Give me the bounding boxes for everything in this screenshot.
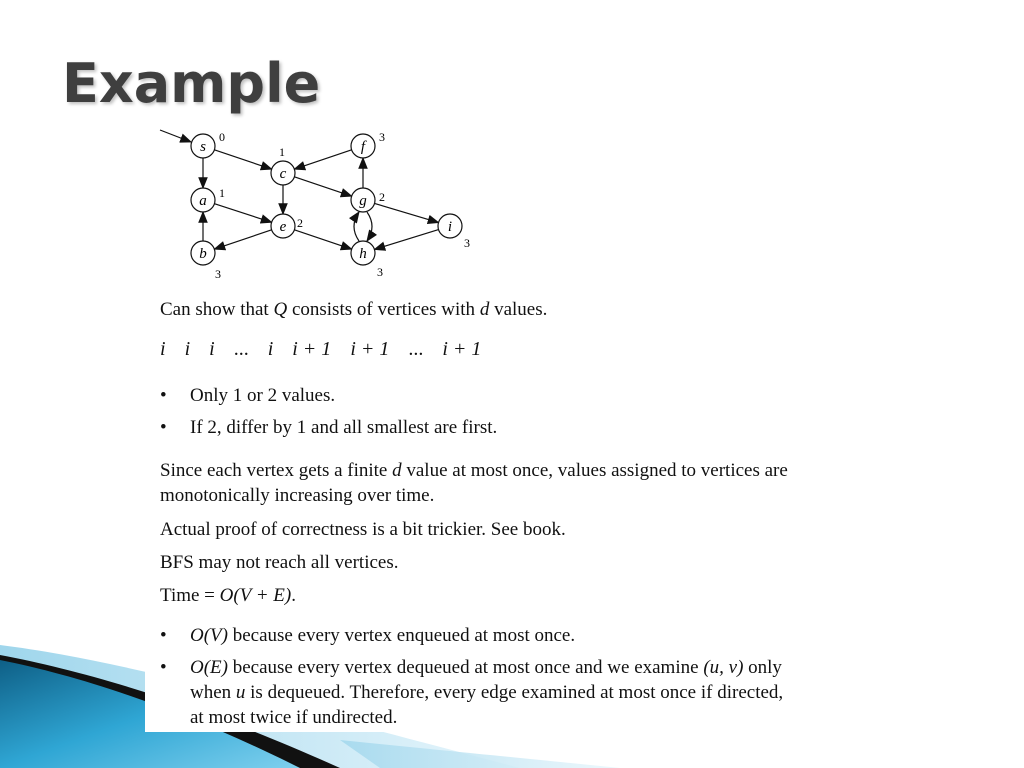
node-label: h	[359, 246, 367, 262]
list-item: • O(E) because every vertex dequeued at most once and we examine (u, v) only when u is dequeued. Therefore, every edge examined at most once if directed, at most twice if undirected.	[160, 657, 784, 728]
list-item: • If 2, differ by 1 and all smallest are first.	[160, 417, 498, 438]
edge-s-c	[214, 150, 271, 169]
node-a	[191, 186, 225, 212]
node-g	[351, 188, 385, 212]
node-i	[438, 214, 470, 250]
source-arrow	[160, 130, 191, 142]
node-distance: 3	[377, 265, 383, 279]
graph-nodes	[191, 130, 470, 281]
paragraph-monotonic: Since each vertex gets a finite d value at most once, values assigned to vertices are monotonically increasing over time.	[160, 460, 788, 506]
edge-a-e	[214, 204, 271, 223]
slide-title: Example	[62, 52, 321, 115]
seq-item: ...	[408, 338, 424, 360]
node-distance: 1	[219, 186, 225, 200]
paragraph-reach: BFS may not reach all vertices.	[160, 552, 399, 573]
seq-item: i	[160, 338, 166, 360]
node-distance: 3	[464, 236, 470, 250]
node-s	[191, 130, 225, 158]
paragraph-time: Time = O(V + E).	[160, 585, 296, 606]
node-distance: 2	[297, 216, 303, 230]
edge-e-b	[214, 230, 271, 249]
node-label: c	[279, 166, 287, 182]
edge-h-g	[354, 212, 359, 241]
node-distance: 2	[379, 190, 385, 204]
seq-item: i + 1	[350, 338, 390, 360]
seq-item: i	[267, 338, 274, 360]
seq-item: i + 1	[442, 338, 482, 360]
node-c	[271, 145, 295, 185]
node-b	[191, 241, 221, 281]
node-label: i	[447, 219, 453, 235]
bullet-list-values	[160, 383, 497, 440]
paragraph-queue-claim: Can show that Q consists of vertices with d values.	[160, 299, 548, 320]
node-label: e	[279, 219, 287, 235]
bullet-list-complexity	[160, 623, 783, 730]
edge-i-h	[374, 230, 438, 250]
edge-c-g	[294, 177, 351, 196]
seq-item: i + 1	[292, 338, 332, 360]
node-distance: 3	[215, 267, 221, 281]
node-e	[271, 214, 303, 238]
list-item: • O(V) because every vertex enqueued at most once.	[160, 625, 576, 646]
edge-f-c	[294, 150, 351, 169]
node-f	[351, 130, 385, 158]
content-panel	[145, 125, 890, 732]
node-label: a	[199, 193, 207, 209]
node-label: s	[200, 139, 206, 155]
node-label: g	[359, 193, 367, 209]
edge-g-h	[367, 212, 372, 241]
paragraph-proof: Actual proof of correctness is a bit trickier. See book.	[160, 519, 566, 540]
node-label: b	[199, 246, 207, 262]
node-distance: 3	[379, 130, 385, 144]
list-item: • Only 1 or 2 values.	[160, 385, 336, 406]
seq-item: i	[209, 338, 215, 360]
queue-sequence	[160, 338, 495, 361]
bfs-graph	[155, 125, 495, 285]
seq-item: i	[184, 338, 191, 360]
edge-g-i	[374, 203, 438, 222]
node-label: f	[360, 139, 366, 155]
node-h	[351, 241, 383, 279]
seq-item: ...	[233, 338, 249, 360]
node-distance: 1	[279, 145, 285, 159]
edge-e-h	[294, 230, 351, 249]
node-distance: 0	[219, 130, 225, 144]
